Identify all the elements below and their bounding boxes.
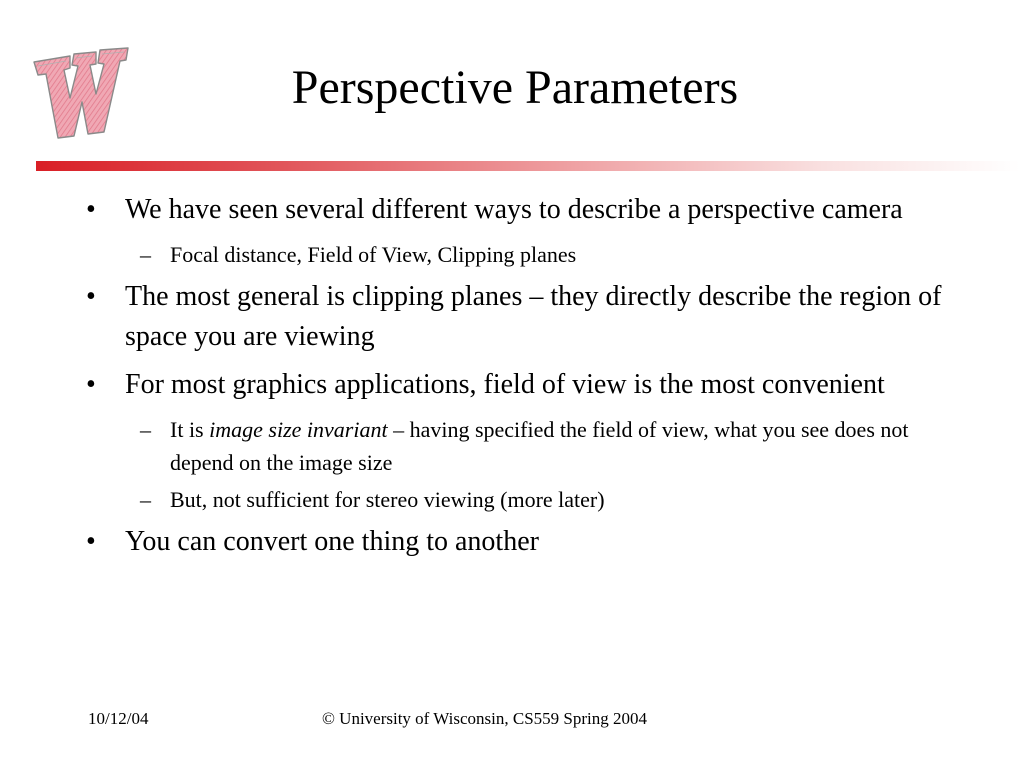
footer-copyright: © University of Wisconsin, CS559 Spring 2004 [322,709,648,728]
sub-bullet-item [0,238,1024,271]
bullet-text: For most graphics applications, field of view is the most convenient [125,369,885,400]
sub-bullet-mark: – [140,487,151,512]
bullet-item [0,365,1024,405]
bullet-text: You can convert one thing to another [125,526,539,557]
sub-bullet-mark: – [140,242,151,267]
sub-bullet-item [0,483,1024,516]
sub-bullet-text: It is [170,417,210,442]
bullet-mark: • [86,526,96,557]
title-divider [36,161,1020,171]
bullet-item [0,522,1024,562]
bullet-mark: • [86,281,96,312]
bullet-mark: • [86,194,96,225]
bullet-list [0,190,1024,570]
bullet-item [0,190,1024,230]
sub-bullet-text: But, not sufficient for stereo viewing (more later) [170,487,605,512]
bullet-text: We have seen several different ways to describe a perspective camera [125,194,903,225]
wisconsin-w-logo-icon [30,40,130,140]
footer-date: 10/12/04 [88,709,149,728]
sub-bullet-text: – having specified the field of view, what you see does not depend on the image size [170,417,909,475]
bullet-item [0,277,1024,357]
sub-bullet-item [0,413,1024,479]
slide-title: Perspective Parameters [291,61,739,114]
sub-bullet-text: Focal distance, Field of View, Clipping planes [170,242,577,267]
bullet-text: The most general is clipping planes – they directly describe the region of space you are viewing [125,281,942,352]
bullet-mark: • [86,369,96,400]
sub-bullet-mark: – [140,417,151,442]
sub-bullet-emphasis: image size invariant [209,417,388,442]
